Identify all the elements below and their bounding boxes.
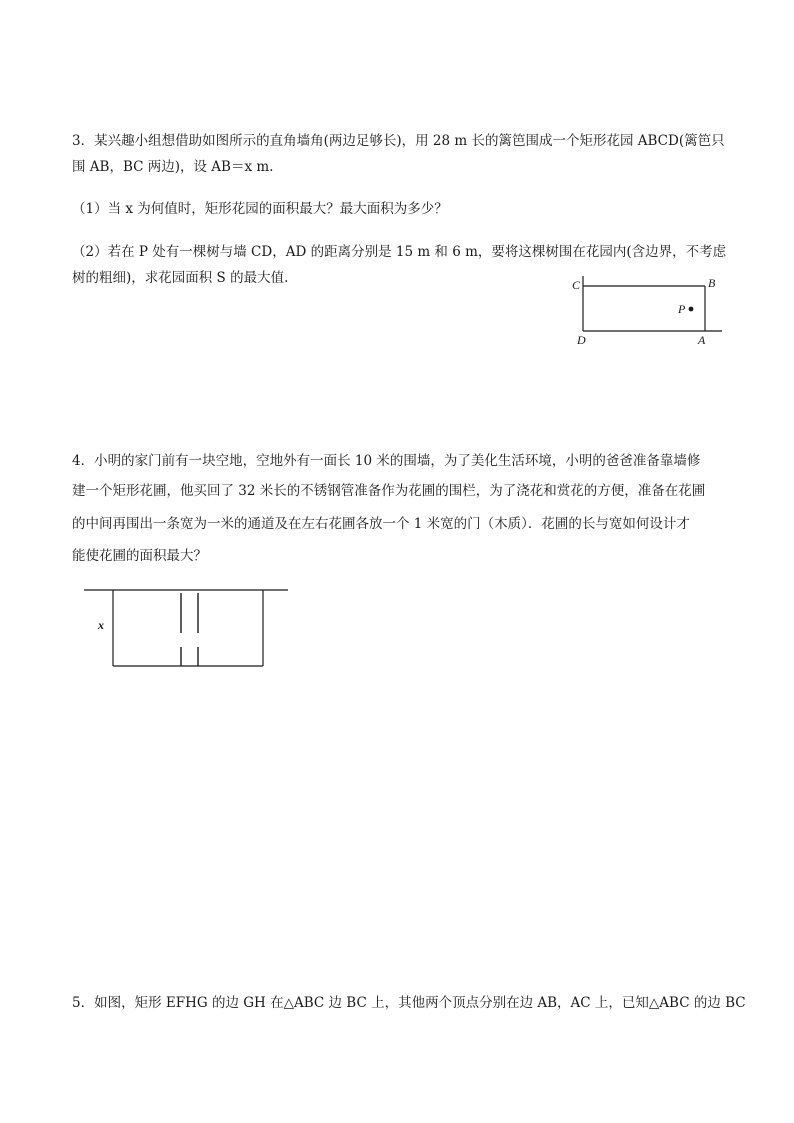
label-p: P bbox=[678, 302, 686, 316]
problem4-line1: 4．小明的家门前有一块空地，空地外有一面长 10 米的围墙，为了美化生活环境，小明的爸爸准备靠墙修 bbox=[72, 453, 701, 469]
problem3-line2: 围 AB，BC 两边)，设 AB＝x m. bbox=[72, 159, 274, 175]
flowerbed-figure bbox=[80, 584, 292, 674]
problem5-line1: 5．如图，矩形 EFHG 的边 GH 在△ABC 边 BC 上，其他两个顶点分别在边 AB，AC 上，已知△ABC 的边 BC bbox=[72, 995, 746, 1011]
problem4-line2: 建一个矩形花圃，他买回了 32 米长的不锈钢管准备作为花圃的围栏，为了浇花和赏花的方便，准备在花圃 bbox=[72, 483, 706, 499]
problem3-question2-line2: 树的粗细)，求花园面积 S 的最大值. bbox=[72, 270, 289, 286]
problem3-question2-line1: （2）若在 P 处有一棵树与墙 CD，AD 的距离分别是 15 m 和 6 m，要将这棵树围在花园内(含边界，不考虑 bbox=[72, 244, 727, 260]
problem4-line3: 的中间再围出一条宽为一米的通道及在左右花圃各放一个 1 米宽的门（木质）．花圃的长与宽如何设计才 bbox=[72, 516, 690, 532]
label-a: A bbox=[698, 333, 706, 347]
problem4-line4: 能使花圃的面积最大？ bbox=[72, 548, 207, 564]
problem3-question1: （1）当 x 为何值时，矩形花园的面积最大？最大面积为多少？ bbox=[72, 201, 448, 217]
label-d: D bbox=[577, 333, 586, 347]
label-c: C bbox=[572, 278, 581, 292]
garden-corner-figure bbox=[560, 270, 730, 350]
problem3-line1: 3．某兴趣小组想借助如图所示的直角墙角(两边足够长)，用 28 m 长的篱笆围成一个矩形花园 ABCD(篱笆只 bbox=[72, 133, 725, 149]
tree-point bbox=[689, 307, 694, 312]
label-b: B bbox=[708, 276, 716, 290]
label-x: x bbox=[98, 618, 104, 632]
